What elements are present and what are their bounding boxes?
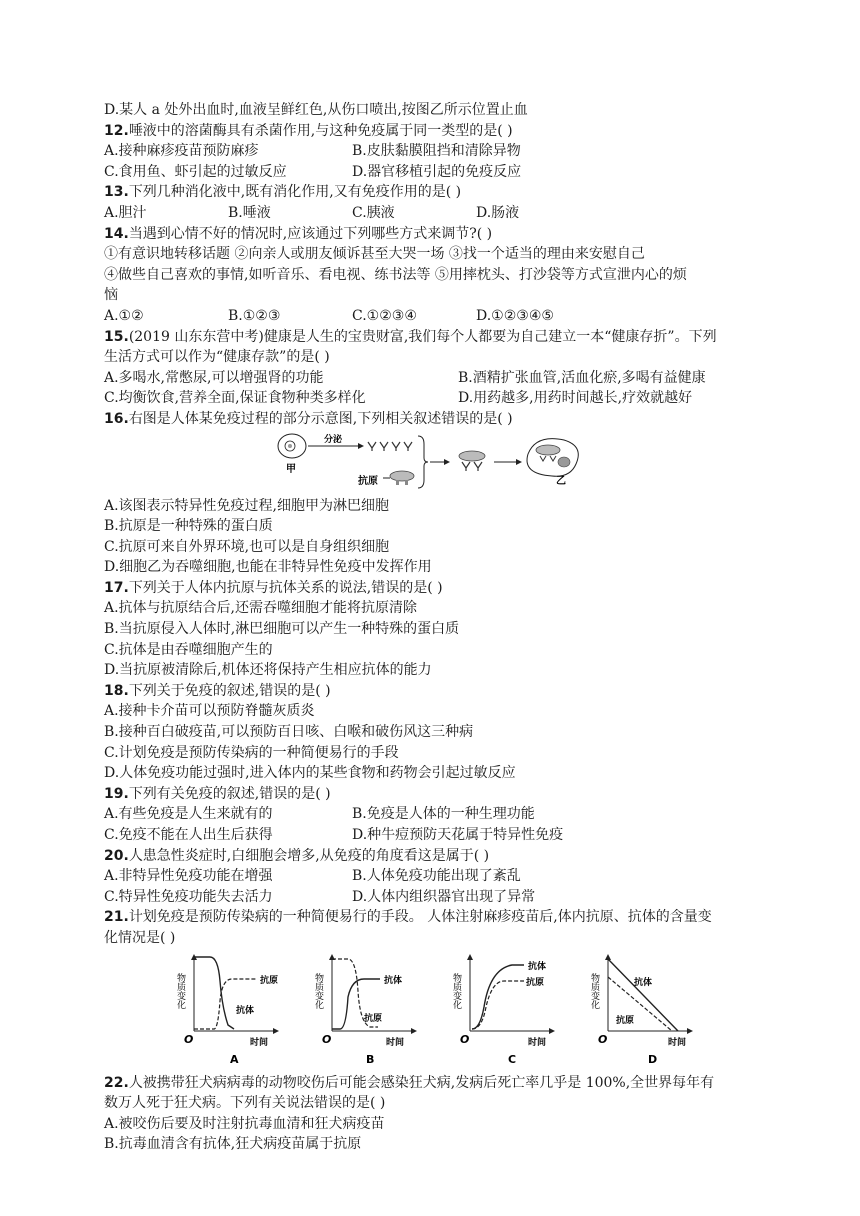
q16-option-c: C.抗原可来自外界环境,也可以是自身组织细胞 [104, 538, 390, 555]
q17-option-c: C.抗体是由吞噬细胞产生的 [104, 641, 273, 658]
graph-a-antigen-curve [194, 979, 256, 1029]
graph-b [313, 955, 416, 1066]
q14-option-d: D.①②③④⑤ [476, 307, 554, 324]
q15-stem-cont: 生活方式可以作为“健康存款”的是( ) [104, 349, 330, 366]
q20-stem: 20.人患急性炎症时,白细胞会增多,从免疫的角度看这是属于( ) [104, 847, 490, 864]
graph-a-antigen-label: 抗原 [260, 975, 279, 986]
antigen-label: 抗原 [358, 475, 378, 487]
graph-d-antibody-label: 抗体 [634, 977, 653, 988]
q20-option-a: A.非特异性免疫功能在增强 [104, 868, 273, 885]
q12-options-row1 [104, 141, 784, 162]
q19-option-b: B.免疫是人体的一种生理功能 [352, 806, 535, 823]
question-sheet [104, 100, 784, 1155]
q20-options-row2 [104, 887, 784, 908]
q20-option-b: B.人体免疫功能出现了紊乱 [352, 868, 521, 885]
q14-statements-1: ①有意识地转移话题 ②向亲人或朋友倾诉甚至大哭一场 ③找一个适当的理由来安慰自己 [104, 246, 645, 263]
graph-b-antigen-label: 抗原 [364, 1013, 383, 1024]
q12-option-a: A.接种麻疹疫苗预防麻疹 [104, 143, 259, 160]
antigen-antibody-graphs [104, 951, 784, 1069]
graph-d-panel-label: D [648, 1052, 658, 1066]
graph-c-antigen-label: 抗原 [526, 977, 545, 988]
q18-option-a: A.接种卡介苗可以预防脊髓灰质炎 [104, 703, 315, 720]
q15-option-c: C.均衡饮食,营养全面,保证食物种类多样化 [104, 390, 366, 407]
graph-a-panel-label: A [230, 1052, 239, 1066]
q14-option-a: A.①② [104, 307, 144, 324]
q20-option-c: C.特异性免疫功能失去活力 [104, 888, 273, 905]
q14-option-c: C.①②③④ [352, 307, 417, 324]
antigen-antibody-complex [459, 451, 485, 471]
graph-c-xlabel: 时间 [528, 1037, 547, 1048]
graph-d-xlabel: 时间 [668, 1037, 687, 1048]
q12-option-c: C.食用鱼、虾引起的过敏反应 [104, 163, 287, 180]
q22-option-a: A.被咬伤后要及时注射抗毒血清和狂犬病疫苗 [104, 1115, 385, 1132]
q13-option-d: D.肠液 [476, 204, 520, 221]
graph-c-antibody-curve [472, 965, 524, 1029]
q13-options [104, 203, 784, 224]
graph-b-xlabel: 时间 [386, 1037, 405, 1048]
q17-stem: 17.下列关于人体内抗原与抗体关系的说法,错误的是( ) [104, 579, 443, 596]
q16-option-a: A.该图表示特异性免疫过程,细胞甲为淋巴细胞 [104, 497, 390, 514]
graph-a [175, 955, 278, 1066]
graph-c-antibody-label: 抗体 [528, 961, 547, 972]
q14-statements-3: 恼 [104, 287, 118, 304]
q22-option-b: B.抗毒血清含有抗体,狂犬病疫苗属于抗原 [104, 1136, 362, 1153]
q19-stem: 19.下列有关免疫的叙述,错误的是( ) [104, 785, 331, 802]
q14-option-b: B.①②③ [228, 307, 281, 324]
graph-d [589, 955, 692, 1066]
graph-b-origin: O [322, 1032, 332, 1046]
q13-option-a: A.胆汁 [104, 204, 147, 221]
q14-stem: 14.当遇到心情不好的情况时,应该通过下列哪些方式来调节?( ) [104, 225, 493, 242]
q15-options-row2 [104, 388, 784, 409]
graph-d-origin: O [598, 1032, 608, 1046]
antigen-shape [390, 471, 414, 485]
phagocyte-cell [527, 438, 578, 476]
graph-c-origin: O [460, 1032, 470, 1046]
graph-a-xlabel: 时间 [250, 1037, 269, 1048]
q18-option-c: C.计划免疫是预防传染病的一种简便易行的手段 [104, 744, 399, 761]
q13-option-b: B.唾液 [228, 204, 271, 221]
graph-b-panel-label: B [366, 1052, 375, 1066]
antibody-group [368, 442, 412, 451]
graph-c-panel-label: C [508, 1052, 517, 1066]
q12-option-b: B.皮肤黏膜阻挡和清除异物 [352, 143, 521, 160]
q21-stem: 21.计划免疫是预防传染病的一种简便易行的手段。 人体注射麻疹疫苗后,体内抗原、抗体的含量变 [104, 909, 712, 926]
q22-stem-cont: 数万人死于狂犬病。下列有关说法错误的是( ) [104, 1095, 386, 1112]
q20-options-row1 [104, 866, 784, 887]
cell-jia-label: 甲 [286, 463, 296, 475]
immune-process-diagram [104, 432, 784, 492]
graph-a-antibody-label: 抗体 [236, 1005, 255, 1016]
q16-option-b: B.抗原是一种特殊的蛋白质 [104, 518, 273, 535]
q15-option-a: A.多喝水,常憋尿,可以增强肾的功能 [104, 369, 324, 386]
graph-a-ylabel: 物质变化 [175, 972, 185, 1009]
q20-option-d: D.人体内组织器官出现了异常 [352, 888, 536, 905]
q13-stem: 13.下列几种消化液中,既有消化作用,又有免疫作用的是( ) [104, 184, 462, 201]
q12-stem: 12.唾液中的溶菌酶具有杀菌作用,与这种免疫属于同一类型的是( ) [104, 122, 513, 139]
q22-stem: 22.人被携带狂犬病病毒的动物咬伤后可能会感染狂犬病,发病后死亡率几乎是 100%,全世界每年有 [104, 1074, 715, 1091]
secrete-arrowhead [358, 443, 364, 449]
q11-option-d: D.某人 a 处外出血时,血液呈鲜红色,从伤口喷出,按图乙所示位置止血 [104, 102, 528, 118]
q14-options [104, 306, 784, 327]
q17-option-d: D.当抗原被清除后,机体还将保持产生相应抗体的能力 [104, 662, 432, 679]
graph-b-antibody-label: 抗体 [384, 975, 403, 986]
q12-option-d: D.器官移植引起的免疫反应 [352, 163, 522, 180]
q19-options-row2 [104, 825, 784, 846]
graph-c-ylabel: 物质变化 [451, 972, 461, 1009]
q18-stem: 18.下列关于免疫的叙述,错误的是( ) [104, 682, 331, 699]
secrete-label: 分泌 [324, 434, 343, 445]
lymphocyte-cell [278, 434, 306, 458]
q12-options-row2 [104, 162, 784, 183]
graph-a-antibody-curve [194, 957, 234, 1029]
q19-option-c: C.免疫不能在人出生后获得 [104, 827, 273, 843]
q18-option-d: D.人体免疫功能过强时,进入体内的某些食物和药物会引起过敏反应 [104, 765, 516, 782]
q18-option-b: B.接种百白破疫苗,可以预防百日咳、白喉和破伤风这三种病 [104, 724, 474, 741]
brace [418, 436, 428, 488]
q21-stem-cont: 化情况是( ) [104, 929, 176, 946]
graph-d-ylabel: 物质变化 [589, 972, 599, 1009]
q19-option-a: A.有些免疫是人生来就有的 [104, 806, 273, 823]
q16-option-d: D.细胞乙为吞噬细胞,也能在非特异性免疫中发挥作用 [104, 559, 432, 576]
q16-stem: 16.右图是人体某免疫过程的部分示意图,下列相关叙述错误的是( ) [104, 410, 513, 427]
graph-c [451, 955, 554, 1066]
q13-option-c: C.胰液 [352, 204, 395, 221]
q19-option-d: D.种牛痘预防天花属于特异性免疫 [352, 827, 564, 843]
q15-option-b: B.酒精扩张血管,活血化瘀,多喝有益健康 [458, 369, 706, 386]
q15-option-d: D.用药越多,用药时间越长,疗效就越好 [458, 390, 693, 407]
graph-a-origin: O [184, 1032, 194, 1046]
q17-option-a: A.抗体与抗原结合后,还需吞噬细胞才能将抗原清除 [104, 600, 418, 617]
q19-options-row1 [104, 804, 784, 825]
graphs-svg [104, 951, 784, 1069]
immune-process-figure [104, 432, 784, 492]
graph-b-ylabel: 物质变化 [313, 972, 323, 1009]
q15-options-row1 [104, 368, 784, 389]
q14-statements-2: ④做些自己喜欢的事情,如听音乐、看电视、练书法等 ⑤用摔枕头、打沙袋等方式宣泄内心的烦 [104, 266, 687, 283]
q17-option-b: B.当抗原侵入人体时,淋巴细胞可以产生一种特殊的蛋白质 [104, 621, 460, 638]
graph-d-antigen-label: 抗原 [616, 1015, 635, 1026]
q15-stem: 15.(2019 山东东营中考)健康是人生的宝贵财富,我们每个人都要为自己建立一本“健康存折”。下列 [104, 328, 717, 345]
cell-yi-label: 乙 [556, 475, 566, 487]
